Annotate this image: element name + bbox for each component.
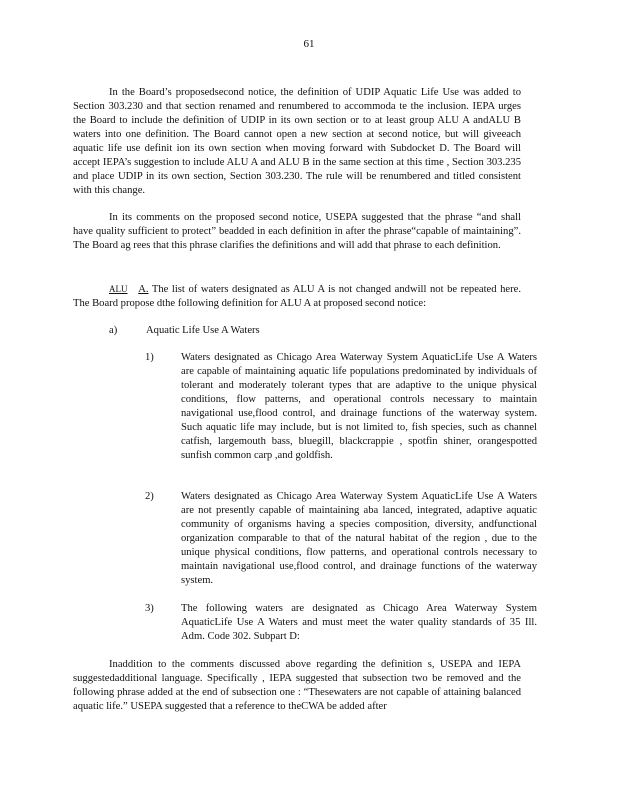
paragraph-1 [73, 86, 521, 198]
paragraph-3-heading-alu: ALU [109, 284, 128, 294]
paragraph-3 [73, 282, 521, 311]
paragraph-4-text: Inaddition to the comments discussed above regarding the definition s, USEPA and IEPA suggestedadditional language. Specifically , IEPA suggested that subsection two be removed and the following phrase added at the end of subsection one : “Thesewaters are not capable of attaining balanced aquatic life.” USEPA suggested that a reference to theCWA be added after [73, 659, 521, 712]
paragraph-4 [73, 658, 521, 714]
subitem-2-text: Waters designated as Chicago Area Waterway System AquaticLife Use A Waters are not presently capable of maintaining aba lanced, integrated, adaptive aquatic community of organisms having a species composition, diversity, andfunctional organization comparable to that of the natural habitat of the region , due to the unique physical conditions, flow patterns, and operational controls necessary to maintain navigational use,flood control, and drainage functions of the waterway system. [181, 491, 537, 586]
paragraph-2-text: In its comments on the proposed second notice, USEPA suggested that the phrase “and shall have quality sufficient to protect” beadded in each definition in after the phrase“capable of maintaining”. The Board ag rees that this phrase clarifies the definitions and will add that phrase to each definition. [73, 212, 521, 251]
subsection-a [109, 324, 260, 338]
subitem-1-text: Waters designated as Chicago Area Waterway System AquaticLife Use A Waters are capable of maintaining aquatic life populations predominated by individuals of tolerant and moderately tolerant types that are adaptive to the unique physical conditions, flow patterns, and operational controls necessary to maintain navigational use,flood control, and drainage functions of the waterway system. Such aquatic life may include, but is not limited to, fish species, such as channel catfish, largemouth bass, bluegill, blackcrappie , spotfin shiner, orangespotted sunfish common carp ,and goldfish. [181, 352, 537, 461]
paragraph-3-text: The list of waters designated as ALU A is not changed andwill not be repeated here. The Board propose dthe following definition for ALU A at proposed second notice: [73, 284, 521, 309]
subitem-1-number: 1) [145, 352, 154, 363]
subsection-a-label: a) [109, 325, 118, 336]
subitem-3-text: The following waters are designated as Chicago Area Waterway System AquaticLife Use A Waters and must meet the water quality standards of 35 Ill. Adm. Code 302. Subpart D: [181, 603, 537, 642]
paragraph-3-heading-a: A. [138, 284, 149, 295]
subsection-a-title: Aquatic Life Use A Waters [146, 325, 260, 336]
page-number: 61 [303, 38, 315, 50]
paragraph-1-text: In the Board’s proposedsecond notice, the definition of UDIP Aquatic Life Use was added to Section 303.230 and that section renamed and renumbered to accommoda te the inclusion. IEPA urges the Board to include the definition of UDIP in its own section or to at least group ALU A andALU B waters into one definition. The Board cannot open a new section at second notice, but will giveeach aquatic life use definit ion its own section when moving forward with Subdocket D. The Board will accept IEPA’s suggestion to include ALU A and ALU B in the same section at this time , Section 303.235 and place UDIP in its own section, Section 303.230. The rule will be renumbered and titled consistent with this change. [73, 87, 521, 196]
paragraph-2 [73, 211, 521, 253]
subitem-3-number: 3) [145, 603, 154, 614]
subitem-2-number: 2) [145, 491, 154, 502]
